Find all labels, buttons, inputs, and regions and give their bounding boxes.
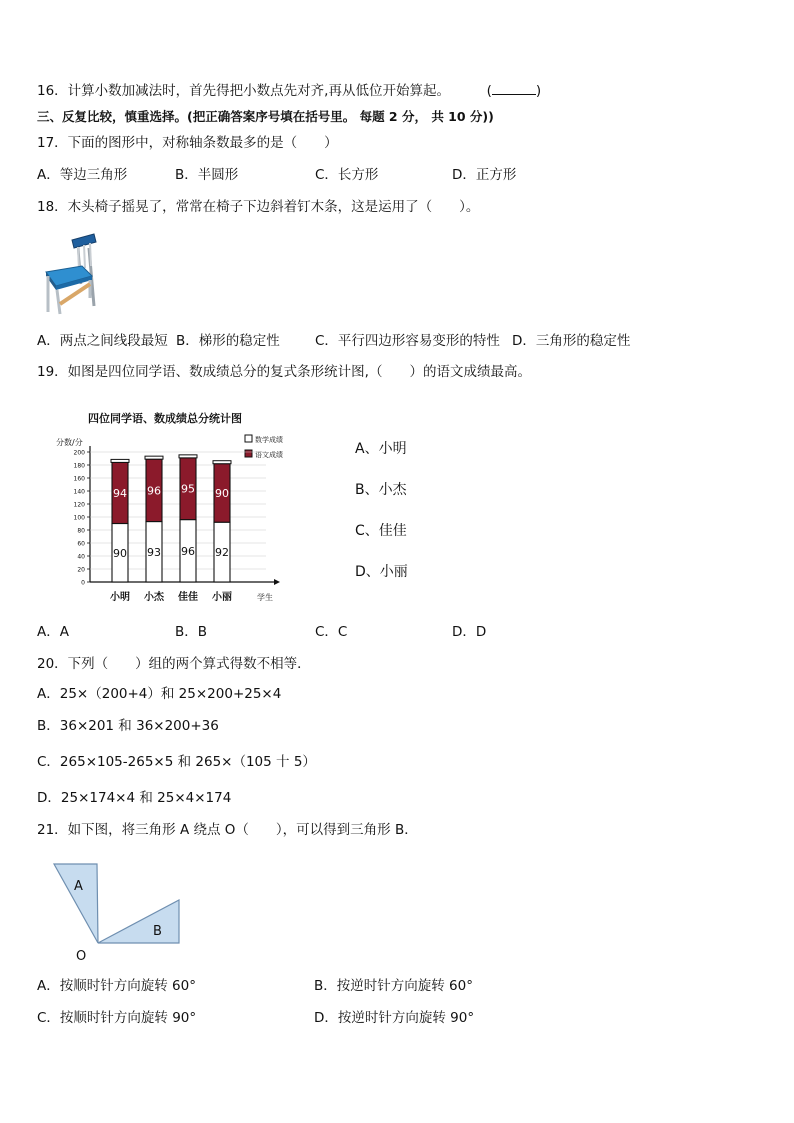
q17-option-c[interactable]: C．长方形 <box>315 167 379 183</box>
data-label-math: 93 <box>147 545 161 559</box>
q19-choice-label-c: C、佳佳 <box>355 523 407 539</box>
q21-option-b[interactable]: B．按逆时针方向旋转 60° <box>314 978 473 994</box>
q16-answer-blank[interactable] <box>492 82 536 95</box>
stacked-bar-chart <box>56 404 286 608</box>
q20-option-c[interactable]: C．265×105-265×5 和 265×（105 十 5） <box>37 754 316 770</box>
legend-swatch-math <box>245 435 252 442</box>
q17-option-d[interactable]: D．正方形 <box>452 167 517 183</box>
y-tick-label: 200 <box>73 449 85 457</box>
chart-title: 四位同学语、数成绩总分统计图 <box>88 412 242 425</box>
y-tick-label: 0 <box>81 579 85 587</box>
category-label: 小丽 <box>212 592 232 603</box>
legend-label-math: 数学成绩 <box>255 436 283 444</box>
y-tick-label: 20 <box>77 566 85 574</box>
y-tick-label: 160 <box>73 475 85 483</box>
q19-choice-label-b: B、小杰 <box>355 482 407 498</box>
y-tick-label: 120 <box>73 501 85 509</box>
triangle-b-label: B <box>153 924 162 939</box>
data-label-chinese: 94 <box>113 486 127 500</box>
bar-cap <box>145 456 163 459</box>
chart-ylabel: 分数/分 <box>56 438 83 447</box>
q19-choice-label-d: D、小丽 <box>355 564 408 580</box>
bar-cap <box>179 455 197 458</box>
x-axis-arrow <box>274 579 280 585</box>
data-label-chinese: 90 <box>215 486 229 500</box>
category-label: 佳佳 <box>178 592 198 603</box>
rotation-triangles-figure <box>50 858 190 964</box>
data-label-math: 96 <box>181 544 195 558</box>
bar-cap <box>111 459 129 462</box>
section3-heading: 三、反复比较，慎重选择。(把正确答案序号填在括号里。 每题 2 分， 共 10 分)) <box>37 109 494 124</box>
q19-option-c[interactable]: C．C <box>315 624 348 640</box>
data-label-chinese: 95 <box>181 482 195 496</box>
q19-option-b[interactable]: B．B <box>175 624 208 640</box>
point-o-label: O <box>76 949 87 964</box>
q20-option-a[interactable]: A．25×（200+4）和 25×200+25×4 <box>37 686 282 702</box>
category-label: 小明 <box>110 592 130 603</box>
q18-option-b[interactable]: B．梯形的稳定性 <box>176 333 280 349</box>
q20-option-d[interactable]: D．25×174×4 和 25×4×174 <box>37 790 232 806</box>
q20-text: 20．下列（ ）组的两个算式得数不相等． <box>37 656 311 672</box>
data-label-math: 92 <box>215 546 229 560</box>
q19-text: 19．如图是四位同学语、数成绩总分的复式条形统计图,（ ）的语文成绩最高。 <box>37 364 531 380</box>
category-label: 小杰 <box>144 592 164 603</box>
y-tick-label: 40 <box>77 553 85 561</box>
q17-option-a[interactable]: A．等边三角形 <box>37 167 128 183</box>
q19-option-a[interactable]: A．A <box>37 624 69 640</box>
q17-option-b[interactable]: B．半圆形 <box>175 167 239 183</box>
data-label-chinese: 96 <box>147 484 161 498</box>
y-tick-label: 140 <box>73 488 85 496</box>
triangle-a <box>54 864 98 943</box>
triangle-b <box>98 900 179 943</box>
q18-option-a[interactable]: A．两点之间线段最短 <box>37 333 168 349</box>
y-tick-label: 60 <box>77 540 85 548</box>
q21-text: 21．如下图，将三角形 A 绕点 O（ ），可以得到三角形 B． <box>37 822 418 838</box>
legend-label-chinese: 语文成绩 <box>255 451 283 459</box>
q16-paren-close: ) <box>535 83 542 99</box>
y-tick-label: 80 <box>77 527 85 535</box>
y-tick-label: 180 <box>73 462 85 470</box>
chair-illustration <box>42 232 104 316</box>
q18-option-c[interactable]: C．平行四边形容易变形的特性 <box>315 333 500 349</box>
q16-line <box>37 82 541 100</box>
q21-option-c[interactable]: C．按顺时针方向旋转 90° <box>37 1010 197 1026</box>
q19-option-d[interactable]: D．D <box>452 624 487 640</box>
triangle-a-label: A <box>74 879 83 894</box>
legend-swatch-chinese <box>245 450 252 457</box>
q19-choice-label-a: A、小明 <box>355 441 407 457</box>
bar-cap <box>213 461 231 464</box>
data-label-math: 90 <box>113 546 127 560</box>
q17-text: 17．下面的图形中，对称轴条数最多的是（ ） <box>37 135 338 151</box>
q18-option-d[interactable]: D．三角形的稳定性 <box>512 333 631 349</box>
chart-xlabel: 学生 <box>257 593 273 602</box>
q16-text: 16．计算小数加减法时，首先得把小数点先对齐,再从低位开始算起。 <box>37 83 450 99</box>
q21-option-d[interactable]: D．按逆时针方向旋转 90° <box>314 1010 475 1026</box>
q21-option-a[interactable]: A．按顺时针方向旋转 60° <box>37 978 196 994</box>
q18-text: 18．木头椅子摇晃了，常常在椅子下边斜着钉木条，这是运用了（ ）。 <box>37 199 480 215</box>
y-tick-label: 100 <box>73 514 85 522</box>
q16-paren-open: ( <box>486 83 492 99</box>
q20-option-b[interactable]: B．36×201 和 36×200+36 <box>37 718 219 734</box>
